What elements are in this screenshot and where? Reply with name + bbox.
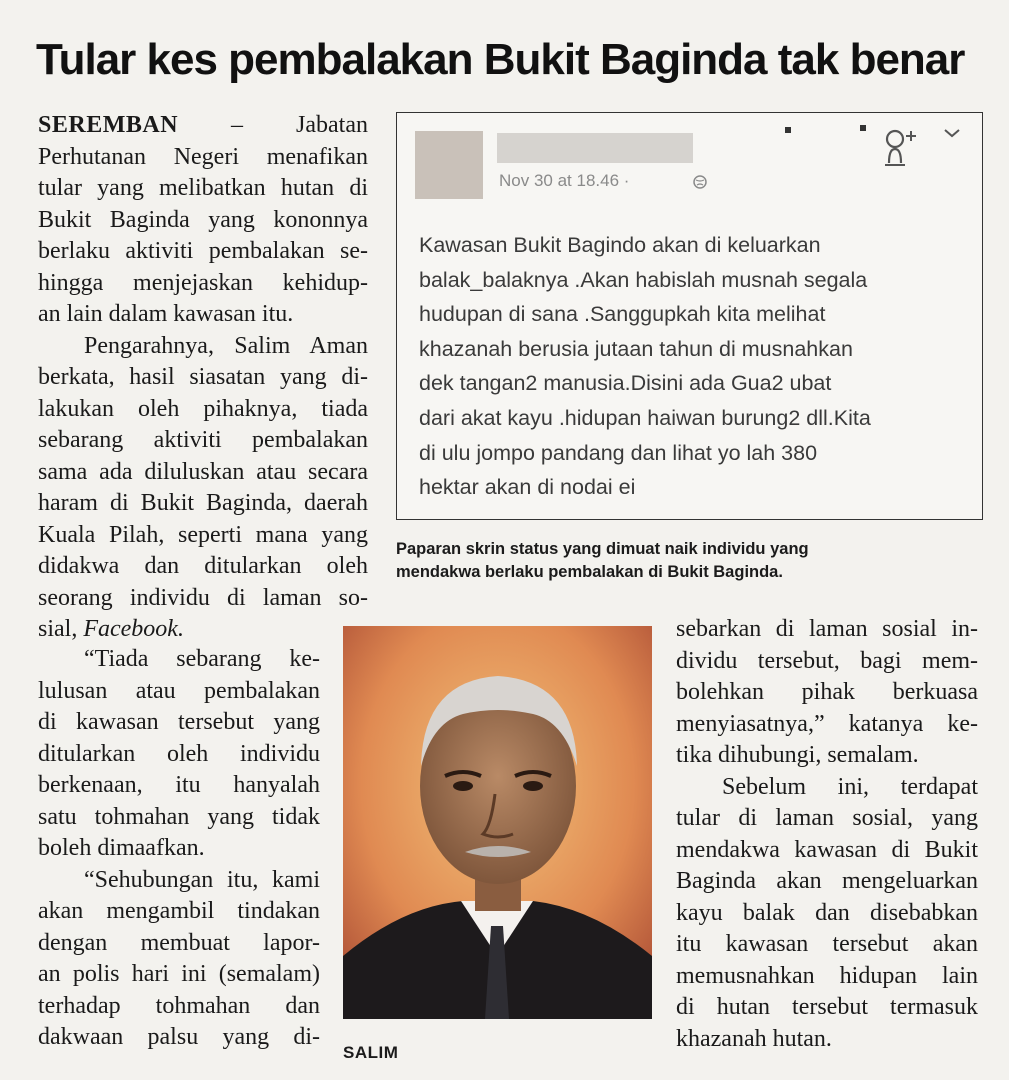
article-line: di kawasan tersebut yang — [38, 709, 320, 735]
article-line: bolehkan pihak berkuasa — [676, 679, 978, 705]
article-line: Pengarahnya, Salim Aman — [84, 332, 368, 359]
article-column-right — [676, 614, 978, 1055]
article-line: Baginda akan mengeluarkan — [676, 868, 978, 894]
portrait-illustration — [343, 626, 652, 1019]
article-line: tika dihubungi, semalam. — [676, 742, 919, 768]
article-line: tular di laman sosial, yang — [676, 805, 978, 831]
post-line: hudupan di sana .Sanggupkah kita melihat — [419, 302, 826, 327]
screenshot-caption — [396, 538, 996, 584]
article-line: “Tiada sebarang ke- — [84, 646, 320, 672]
article-line: kayu balak dan disebabkan — [676, 899, 978, 926]
globe-icon — [693, 175, 707, 189]
article-line: itu kawasan tersebut akan — [676, 931, 978, 957]
caption-line: Paparan skrin status yang dimuat naik individu yang — [396, 540, 809, 558]
artifact-dot — [860, 125, 866, 131]
article-line: berkenaan, itu hanyalah — [38, 772, 320, 798]
article-line: Kuala Pilah, seperti mana yang — [38, 521, 368, 548]
article-line: an lain dalam kawasan itu. — [38, 301, 294, 327]
portrait-photo — [343, 626, 652, 1019]
article-line: berkata, hasil siasatan yang di- — [38, 364, 368, 390]
article-line: satu tohmahan yang tidak — [38, 803, 320, 830]
post-line: hektar akan di nodai ei — [419, 475, 636, 500]
article-line: Sebelum ini, terdapat — [722, 773, 978, 800]
article-line: di hutan tersebut termasuk — [676, 994, 978, 1020]
facebook-post-screenshot — [396, 112, 983, 520]
article-line: sebarkan di laman sosial in- — [676, 616, 978, 642]
article-line: didakwa dan ditularkan oleh — [38, 553, 368, 579]
avatar-blurred — [415, 131, 483, 199]
post-date: Nov 30 at 18.46 · — [499, 171, 630, 190]
article-line: SEREMBAN – Jabatan — [38, 112, 368, 138]
article-line: mendakwa kawasan di Bukit — [676, 836, 978, 863]
article-column-left — [38, 110, 368, 646]
post-line: dek tangan2 manusia.Disini ada Gua2 ubat — [419, 371, 832, 396]
article-line: sebarang aktiviti pembalakan — [38, 427, 368, 453]
post-line: dari akat kayu .hidupan haiwan burung2 dll.Kita — [419, 405, 871, 430]
article-line: boleh dimaafkan. — [38, 835, 205, 861]
article-line: akan mengambil tindakan — [38, 898, 320, 924]
post-line: di ulu jompo pandang dan lihat yo lah 380 — [419, 440, 818, 465]
article-line: tular yang melibatkan hutan di — [38, 175, 368, 201]
article-line: haram di Bukit Baginda, daerah — [38, 490, 368, 516]
google-plus-icon — [881, 125, 925, 167]
author-name-blurred — [497, 133, 693, 163]
article-line: an polis hari ini (semalam) — [38, 961, 320, 987]
article-line: “Sehubungan itu, kami — [84, 866, 320, 893]
article-line: seorang individu di laman so- — [38, 584, 368, 611]
caption-line: mendakwa berlaku pembalakan di Bukit Baginda. — [396, 563, 783, 581]
article-line: menyiasatnya,” katanya ke- — [676, 710, 978, 737]
post-line: khazanah berusia jutaan tahun di musnahkan — [419, 336, 853, 361]
article-line: berlaku aktiviti pembalakan se- — [38, 238, 368, 264]
article-line: dengan membuat lapor- — [38, 929, 320, 956]
post-line: balak_balaknya .Akan habislah musnah segala — [419, 267, 868, 292]
chevron-down-icon — [943, 127, 961, 139]
post-line: Kawasan Bukit Bagindo akan di keluarkan — [419, 233, 821, 257]
article-line: dividu tersebut, bagi mem- — [676, 647, 978, 674]
article-line: Bukit Baginda yang kononnya — [38, 206, 368, 233]
article-line: ditularkan oleh individu — [38, 740, 320, 767]
article-line: dakwaan palsu yang di- — [38, 1024, 320, 1050]
article-line: lakukan oleh pihaknya, tiada — [38, 395, 368, 422]
headline: Tular kes pembalakan Bukit Baginda tak benar — [36, 35, 965, 84]
photo-credit: SALIM — [343, 1043, 399, 1062]
article-line: khazanah hutan. — [676, 1025, 832, 1052]
article-line: terhadap tohmahan dan — [38, 992, 320, 1019]
dateline: SEREMBAN — [38, 112, 179, 138]
article-column-narrow — [38, 644, 320, 1054]
facebook-word: Facebook. — [83, 616, 184, 642]
artifact-dot — [785, 127, 791, 133]
article-line: memusnahkan hidupan lain — [676, 962, 978, 989]
article-line: lulusan atau pembalakan — [38, 677, 320, 704]
post-text — [419, 228, 975, 505]
article-line: hingga menjejaskan kehidup- — [38, 269, 368, 296]
article-line: sial, Facebook. — [38, 616, 184, 642]
article-line: sama ada diluluskan atau secara — [38, 458, 368, 485]
article-line: Perhutanan Negeri menafikan — [38, 143, 368, 170]
